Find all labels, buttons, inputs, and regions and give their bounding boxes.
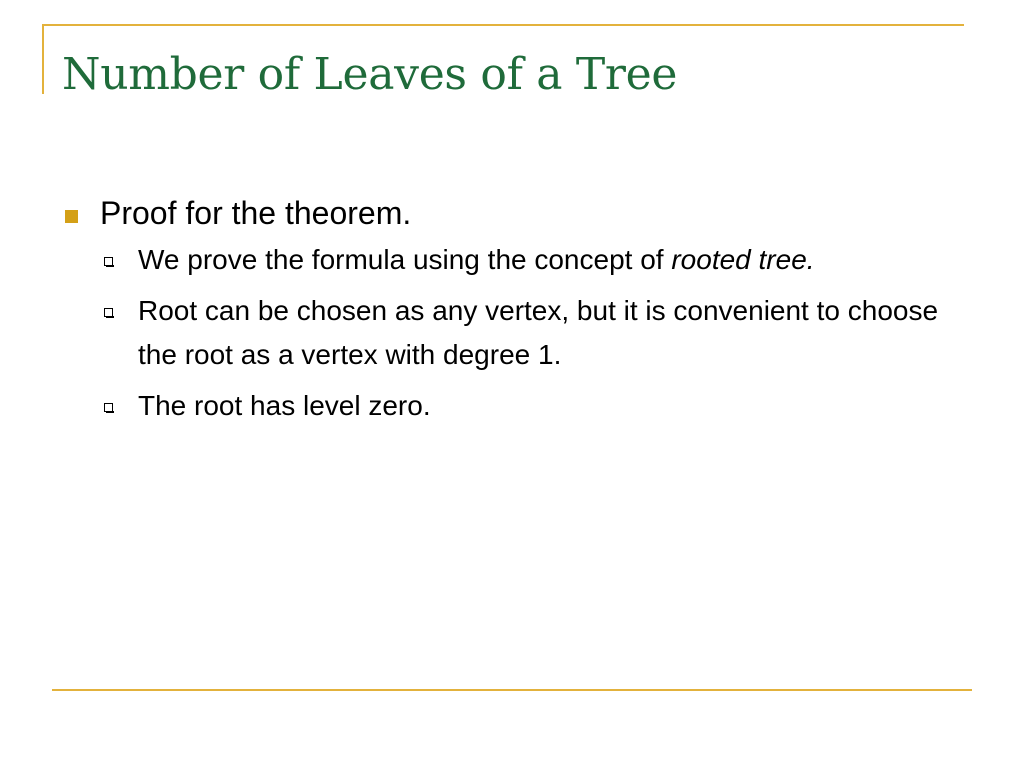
top-accent-line (42, 24, 964, 26)
sub-bullet-item (62, 289, 958, 377)
hollow-square-bullet-icon (104, 308, 113, 317)
sub-point-text: The root has level zero. (138, 390, 431, 421)
sub-bullet-item (62, 384, 958, 428)
slide-body (62, 190, 962, 435)
bullet-level1-item (62, 190, 962, 236)
square-bullet-icon (65, 210, 78, 223)
sub-point-text: Root can be chosen as any vertex, but it is convenient to choose the root as a vertex with degree 1. (138, 295, 939, 370)
sub-point-text: We prove the formula using the concept of (138, 244, 672, 275)
slide-title: Number of Leaves of a Tree (62, 49, 678, 100)
sub-point-emphasis: rooted tree. (671, 244, 815, 275)
sub-bullet-list (62, 238, 962, 428)
hollow-square-bullet-icon (104, 403, 113, 412)
bottom-accent-line (52, 689, 972, 691)
hollow-square-bullet-icon (104, 257, 113, 266)
left-accent-line (42, 24, 44, 94)
main-point-text: Proof for the theorem. (100, 195, 412, 231)
sub-bullet-item (62, 238, 958, 282)
